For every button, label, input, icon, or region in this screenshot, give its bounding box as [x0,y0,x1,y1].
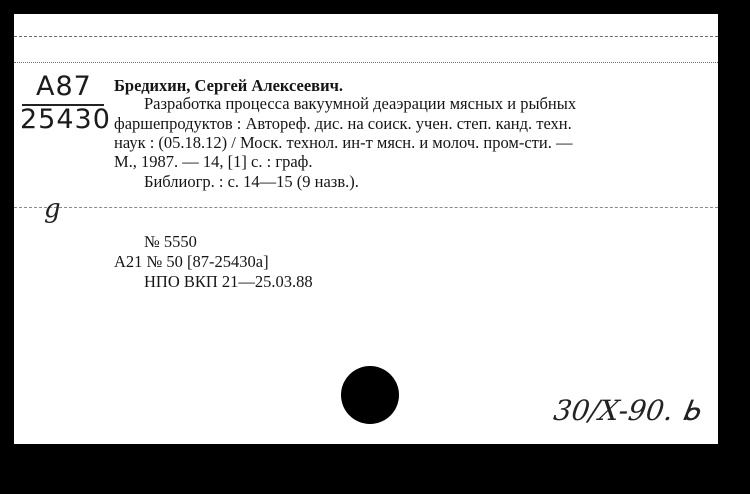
title-line: Разработка процесса вакуумной деаэрации мясных и рыбных [144,94,577,113]
author-heading: Бредихин, Сергей Алексеевич. [114,76,344,95]
punch-hole [341,366,399,424]
description-line-5: М., 1987. — 14, [1] с. : граф. [114,152,313,171]
description-line-4: наук : (05.18.12) / Моск. технол. ин-т мясн. и молоч. пром-сти. — [114,133,573,152]
reference-code: А21 № 50 [87-25430а] [114,252,269,271]
handwritten-date: 30/Х-90. ᖯ [551,394,702,427]
shelf-mark-top: A87 [36,71,92,102]
bibliography-line: Библиогр. : с. 14—15 (9 назв.). [144,172,359,191]
handwritten-mark: g [44,194,61,224]
shelf-mark-bottom: 25430 [20,104,111,135]
npo-line: НПО ВКП 21—25.03.88 [144,272,313,291]
description-line-3: фаршепродуктов : Автореф. дис. на соиск. учен. степ. канд. техн. [114,114,572,133]
catalog-card [14,14,718,444]
card-number: № 5550 [144,232,197,251]
dotted-line-second [14,62,718,63]
dashed-line-middle [14,207,718,208]
dotted-line-top [14,36,718,37]
